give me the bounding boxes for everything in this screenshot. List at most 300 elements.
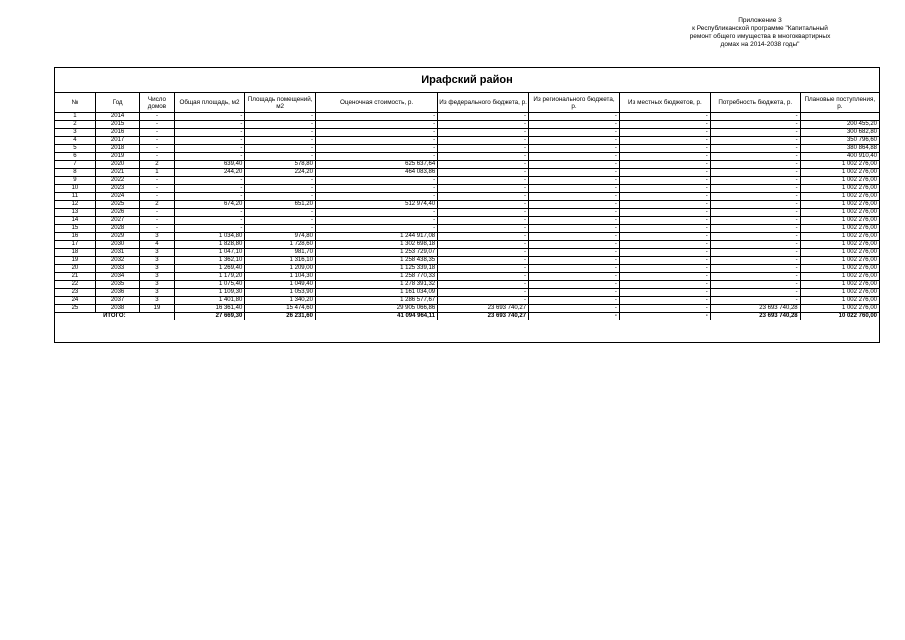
col-header-number: № xyxy=(55,93,95,113)
cell-local: - xyxy=(619,249,710,257)
table-title: Ирафский район xyxy=(55,68,879,93)
cell-total-area: 1 047,10 xyxy=(174,249,245,257)
cell-local: - xyxy=(619,153,710,161)
cell-total-area: 1 362,10 xyxy=(174,257,245,265)
cell-federal: - xyxy=(438,217,529,225)
table-row xyxy=(55,185,879,193)
cell-local: - xyxy=(619,241,710,249)
cell-federal: - xyxy=(438,169,529,177)
cell-budget-need: 23 693 740,28 xyxy=(710,305,800,313)
cell-federal: - xyxy=(438,289,529,297)
cell-year: 2017 xyxy=(95,137,139,145)
cell-total-area: - xyxy=(174,209,245,217)
annex-line: к Республиканской программе "Капитальный xyxy=(692,25,828,32)
cell-local: - xyxy=(619,161,710,169)
cell-year: 2024 xyxy=(95,193,139,201)
cell-federal: - xyxy=(438,137,529,145)
cell-number: 11 xyxy=(55,193,95,201)
cell-premises-area: - xyxy=(245,193,316,201)
table-row xyxy=(55,289,879,297)
cell-houses: 3 xyxy=(140,265,174,273)
cell-regional: - xyxy=(529,257,620,265)
cell-planned-income: 1 002 276,00 xyxy=(800,241,879,249)
cell-year: 2021 xyxy=(95,169,139,177)
cell-houses: - xyxy=(140,153,174,161)
cell-year: 2029 xyxy=(95,233,139,241)
cell-planned-income: 1 002 276,00 xyxy=(800,193,879,201)
cell-number: 22 xyxy=(55,281,95,289)
cell-regional: - xyxy=(529,113,620,121)
cell-total-area: 1 034,80 xyxy=(174,233,245,241)
cell-premises-area: - xyxy=(245,217,316,225)
cell-total-area: 16 361,40 xyxy=(174,305,245,313)
cell-budget-need: - xyxy=(710,201,800,209)
cell-premises-area: 1 728,60 xyxy=(245,241,316,249)
cell-year: 2028 xyxy=(95,225,139,233)
total-cell-local: - xyxy=(619,313,710,321)
table-row xyxy=(55,161,879,169)
cell-houses: 3 xyxy=(140,249,174,257)
cell-federal: - xyxy=(438,225,529,233)
cell-planned-income: 1 002 276,00 xyxy=(800,201,879,209)
table-row xyxy=(55,305,879,313)
cell-regional: - xyxy=(529,185,620,193)
cell-regional: - xyxy=(529,249,620,257)
cell-premises-area: 1 049,40 xyxy=(245,281,316,289)
cell-regional: - xyxy=(529,217,620,225)
cell-planned-income: 1 002 276,00 xyxy=(800,217,879,225)
cell-total-area: 1 179,20 xyxy=(174,273,245,281)
cell-year: 2018 xyxy=(95,145,139,153)
cell-local: - xyxy=(619,289,710,297)
cell-regional: - xyxy=(529,137,620,145)
cell-total-area: - xyxy=(174,177,245,185)
cell-houses: - xyxy=(140,225,174,233)
cell-planned-income: 1 002 276,00 xyxy=(800,289,879,297)
cell-houses: - xyxy=(140,217,174,225)
cell-total-area: - xyxy=(174,153,245,161)
cell-premises-area: - xyxy=(245,177,316,185)
cell-estimated-cost: 1 161 034,09 xyxy=(315,289,437,297)
cell-planned-income: 1 002 276,00 xyxy=(800,185,879,193)
cell-federal: - xyxy=(438,297,529,305)
cell-federal: - xyxy=(438,281,529,289)
col-header-year: Год xyxy=(95,93,139,113)
cell-budget-need: - xyxy=(710,225,800,233)
cell-year: 2027 xyxy=(95,217,139,225)
total-cell-premises-area: 26 231,60 xyxy=(245,313,316,321)
col-header-budget-need: Потребность бюджета, р. xyxy=(710,93,800,113)
cell-local: - xyxy=(619,177,710,185)
cell-total-area: - xyxy=(174,193,245,201)
cell-planned-income: 350 796,60 xyxy=(800,137,879,145)
cell-premises-area: - xyxy=(245,145,316,153)
cell-year: 2030 xyxy=(95,241,139,249)
cell-estimated-cost: 1 278 391,32 xyxy=(315,281,437,289)
table-row xyxy=(55,113,879,121)
cell-year: 2023 xyxy=(95,185,139,193)
cell-federal: - xyxy=(438,185,529,193)
cell-local: - xyxy=(619,209,710,217)
cell-budget-need: - xyxy=(710,129,800,137)
cell-year: 2038 xyxy=(95,305,139,313)
cell-number: 14 xyxy=(55,217,95,225)
cell-houses: - xyxy=(140,145,174,153)
cell-federal: - xyxy=(438,265,529,273)
cell-houses: - xyxy=(140,177,174,185)
cell-regional: - xyxy=(529,241,620,249)
total-cell-federal: 23 693 740,27 xyxy=(438,313,529,321)
table-row xyxy=(55,233,879,241)
total-row xyxy=(55,313,879,321)
total-cell-planned-income: 10 022 760,00 xyxy=(800,313,879,321)
col-header-local: Из местных бюджетов, р. xyxy=(619,93,710,113)
cell-estimated-cost: - xyxy=(315,177,437,185)
cell-premises-area: - xyxy=(245,153,316,161)
cell-budget-need: - xyxy=(710,177,800,185)
cell-number: 3 xyxy=(55,129,95,137)
cell-estimated-cost: - xyxy=(315,153,437,161)
cell-houses: 3 xyxy=(140,257,174,265)
cell-total-area: 1 828,80 xyxy=(174,241,245,249)
cell-year: 2020 xyxy=(95,161,139,169)
cell-planned-income: 400 910,40 xyxy=(800,153,879,161)
cell-year: 2015 xyxy=(95,121,139,129)
cell-estimated-cost: 29 905 066,86 xyxy=(315,305,437,313)
cell-number: 17 xyxy=(55,241,95,249)
cell-budget-need: - xyxy=(710,249,800,257)
cell-houses: 1 xyxy=(140,169,174,177)
cell-houses: 19 xyxy=(140,305,174,313)
cell-regional: - xyxy=(529,129,620,137)
cell-local: - xyxy=(619,233,710,241)
cell-total-area: - xyxy=(174,217,245,225)
cell-total-area: - xyxy=(174,145,245,153)
district-table-frame xyxy=(54,67,880,343)
cell-houses: 2 xyxy=(140,201,174,209)
cell-houses: - xyxy=(140,137,174,145)
table-row xyxy=(55,169,879,177)
cell-estimated-cost: - xyxy=(315,129,437,137)
col-header-federal: Из федерального бюджета, р. xyxy=(438,93,529,113)
cell-budget-need: - xyxy=(710,233,800,241)
col-header-houses: Число домов xyxy=(140,93,174,113)
cell-regional: - xyxy=(529,289,620,297)
cell-premises-area: - xyxy=(245,121,316,129)
col-header-premises-area: Площадь помещений, м2 xyxy=(245,93,316,113)
cell-premises-area: 651,20 xyxy=(245,201,316,209)
cell-estimated-cost: - xyxy=(315,137,437,145)
cell-local: - xyxy=(619,305,710,313)
cell-federal: - xyxy=(438,241,529,249)
cell-year: 2026 xyxy=(95,209,139,217)
cell-regional: - xyxy=(529,209,620,217)
cell-budget-need: - xyxy=(710,161,800,169)
cell-regional: - xyxy=(529,281,620,289)
cell-budget-need: - xyxy=(710,257,800,265)
cell-regional: - xyxy=(529,121,620,129)
cell-planned-income: 1 002 276,00 xyxy=(800,265,879,273)
cell-year: 2037 xyxy=(95,297,139,305)
cell-local: - xyxy=(619,257,710,265)
cell-estimated-cost: - xyxy=(315,145,437,153)
cell-houses: 2 xyxy=(140,161,174,169)
cell-number: 5 xyxy=(55,145,95,153)
cell-total-area: 1 109,30 xyxy=(174,289,245,297)
table-row xyxy=(55,241,879,249)
cell-estimated-cost: 464 083,86 xyxy=(315,169,437,177)
cell-number: 7 xyxy=(55,161,95,169)
cell-planned-income: 1 002 276,00 xyxy=(800,161,879,169)
cell-premises-area: 578,80 xyxy=(245,161,316,169)
cell-houses: 3 xyxy=(140,281,174,289)
cell-regional: - xyxy=(529,193,620,201)
cell-regional: - xyxy=(529,297,620,305)
col-header-total-area: Общая площадь, м2 xyxy=(174,93,245,113)
cell-estimated-cost: 1 125 339,18 xyxy=(315,265,437,273)
cell-number: 2 xyxy=(55,121,95,129)
cell-year: 2036 xyxy=(95,289,139,297)
cell-total-area: 1 269,40 xyxy=(174,265,245,273)
cell-number: 9 xyxy=(55,177,95,185)
cell-planned-income: 1 002 276,00 xyxy=(800,209,879,217)
cell-local: - xyxy=(619,121,710,129)
table-row xyxy=(55,121,879,129)
cell-number: 21 xyxy=(55,273,95,281)
cell-budget-need: - xyxy=(710,209,800,217)
total-label: ИТОГО: xyxy=(103,313,126,319)
cell-regional: - xyxy=(529,177,620,185)
cell-local: - xyxy=(619,281,710,289)
cell-budget-need: - xyxy=(710,193,800,201)
cell-local: - xyxy=(619,265,710,273)
cell-houses: - xyxy=(140,129,174,137)
table-row xyxy=(55,201,879,209)
cell-regional: - xyxy=(529,145,620,153)
cell-budget-need: - xyxy=(710,241,800,249)
table-header-row xyxy=(55,93,879,113)
cell-number: 13 xyxy=(55,209,95,217)
cell-premises-area: - xyxy=(245,137,316,145)
cell-federal: - xyxy=(438,121,529,129)
cell-planned-income xyxy=(800,113,879,121)
table-row xyxy=(55,209,879,217)
table-row xyxy=(55,193,879,201)
cell-number: 16 xyxy=(55,233,95,241)
cell-budget-need: - xyxy=(710,169,800,177)
annex-line: Приложение 3 xyxy=(738,17,782,24)
cell-local: - xyxy=(619,145,710,153)
cell-budget-need: - xyxy=(710,217,800,225)
cell-total-area: - xyxy=(174,129,245,137)
cell-estimated-cost: - xyxy=(315,113,437,121)
table-row xyxy=(55,273,879,281)
cell-premises-area: - xyxy=(245,225,316,233)
cell-estimated-cost: - xyxy=(315,185,437,193)
cell-houses: 3 xyxy=(140,297,174,305)
cell-estimated-cost: - xyxy=(315,209,437,217)
cell-federal: - xyxy=(438,129,529,137)
total-cell-estimated-cost: 41 094 964,11 xyxy=(315,313,437,321)
cell-total-area: - xyxy=(174,137,245,145)
table-row xyxy=(55,217,879,225)
cell-premises-area: 1 104,30 xyxy=(245,273,316,281)
cell-number: 6 xyxy=(55,153,95,161)
cell-regional: - xyxy=(529,305,620,313)
cell-budget-need: - xyxy=(710,297,800,305)
cell-federal: - xyxy=(438,161,529,169)
cell-planned-income: 1 002 276,00 xyxy=(800,169,879,177)
cell-houses: 3 xyxy=(140,289,174,297)
table-row xyxy=(55,265,879,273)
col-header-planned-income: Плановые поступления, р. xyxy=(800,93,879,113)
cell-local: - xyxy=(619,193,710,201)
cell-federal: - xyxy=(438,273,529,281)
cell-total-area: 674,20 xyxy=(174,201,245,209)
cell-premises-area: 1 340,20 xyxy=(245,297,316,305)
cell-number: 1 xyxy=(55,113,95,121)
cell-estimated-cost: 1 302 698,18 xyxy=(315,241,437,249)
table-row xyxy=(55,153,879,161)
cell-houses: 4 xyxy=(140,241,174,249)
cell-estimated-cost: 625 637,64 xyxy=(315,161,437,169)
cell-federal: - xyxy=(438,113,529,121)
cell-estimated-cost: 1 286 577,67 xyxy=(315,297,437,305)
cell-number: 19 xyxy=(55,257,95,265)
table-row xyxy=(55,145,879,153)
cell-houses: - xyxy=(140,121,174,129)
table-row xyxy=(55,225,879,233)
total-cell-total-area: 27 669,30 xyxy=(174,313,245,321)
cell-local: - xyxy=(619,129,710,137)
cell-planned-income: 1 002 276,00 xyxy=(800,233,879,241)
cell-planned-income: 1 002 276,00 xyxy=(800,297,879,305)
cell-regional: - xyxy=(529,265,620,273)
cell-local: - xyxy=(619,137,710,145)
cell-premises-area: - xyxy=(245,129,316,137)
cell-premises-area: - xyxy=(245,209,316,217)
cell-number: 10 xyxy=(55,185,95,193)
cell-regional: - xyxy=(529,153,620,161)
cell-premises-area: - xyxy=(245,185,316,193)
cell-local: - xyxy=(619,217,710,225)
cell-federal: - xyxy=(438,209,529,217)
cell-planned-income: 1 002 276,00 xyxy=(800,225,879,233)
cell-regional: - xyxy=(529,169,620,177)
cell-premises-area: 1 053,90 xyxy=(245,289,316,297)
cell-houses: - xyxy=(140,193,174,201)
cell-local: - xyxy=(619,225,710,233)
cell-year: 2025 xyxy=(95,201,139,209)
cell-planned-income: 1 002 276,00 xyxy=(800,177,879,185)
cell-year: 2016 xyxy=(95,129,139,137)
cell-budget-need: - xyxy=(710,265,800,273)
cell-year: 2033 xyxy=(95,265,139,273)
cell-regional: - xyxy=(529,201,620,209)
cell-budget-need: - xyxy=(710,145,800,153)
cell-total-area: - xyxy=(174,113,245,121)
cell-planned-income: 1 002 276,00 xyxy=(800,257,879,265)
cell-year: 2022 xyxy=(95,177,139,185)
cell-houses: 3 xyxy=(140,273,174,281)
cell-houses: - xyxy=(140,185,174,193)
cell-premises-area: 15 474,60 xyxy=(245,305,316,313)
cell-planned-income: 1 002 276,00 xyxy=(800,273,879,281)
cell-federal: - xyxy=(438,177,529,185)
cell-regional: - xyxy=(529,233,620,241)
cell-local: - xyxy=(619,185,710,193)
cell-total-area: 244,20 xyxy=(174,169,245,177)
district-table xyxy=(55,93,879,320)
cell-federal: - xyxy=(438,249,529,257)
cell-houses: 3 xyxy=(140,233,174,241)
annex-line: ремонт общего имущества в многоквартирных xyxy=(689,33,831,40)
cell-houses: - xyxy=(140,113,174,121)
cell-federal: - xyxy=(438,153,529,161)
cell-local: - xyxy=(619,113,710,121)
cell-total-area: - xyxy=(174,225,245,233)
cell-estimated-cost: 512 974,40 xyxy=(315,201,437,209)
cell-total-area: 639,40 xyxy=(174,161,245,169)
cell-estimated-cost: - xyxy=(315,193,437,201)
cell-budget-need: - xyxy=(710,289,800,297)
cell-number: 4 xyxy=(55,137,95,145)
table-row xyxy=(55,257,879,265)
table-body xyxy=(55,113,879,321)
cell-budget-need: - xyxy=(710,137,800,145)
cell-estimated-cost: - xyxy=(315,217,437,225)
cell-number: 8 xyxy=(55,169,95,177)
cell-total-area: 1 401,80 xyxy=(174,297,245,305)
cell-premises-area: - xyxy=(245,113,316,121)
table-row xyxy=(55,177,879,185)
total-cell-regional: - xyxy=(529,313,620,321)
cell-regional: - xyxy=(529,161,620,169)
annex-header xyxy=(655,17,865,49)
cell-estimated-cost: 1 258 770,33 xyxy=(315,273,437,281)
cell-local: - xyxy=(619,273,710,281)
cell-year: 2014 xyxy=(95,113,139,121)
cell-regional: - xyxy=(529,225,620,233)
cell-estimated-cost: 1 244 917,08 xyxy=(315,233,437,241)
annex-line: домах на 2014-2038 годы" xyxy=(720,41,800,48)
cell-planned-income: 200 455,20 xyxy=(800,121,879,129)
cell-federal: - xyxy=(438,257,529,265)
cell-planned-income: 380 864,88 xyxy=(800,145,879,153)
cell-planned-income: 1 002 276,00 xyxy=(800,281,879,289)
cell-premises-area: 1 209,00 xyxy=(245,265,316,273)
cell-local: - xyxy=(619,201,710,209)
cell-number: 25 xyxy=(55,305,95,313)
cell-year: 2034 xyxy=(95,273,139,281)
cell-premises-area: 1 316,10 xyxy=(245,257,316,265)
col-header-estimated-cost: Оценочная стоимость, р. xyxy=(315,93,437,113)
cell-estimated-cost: - xyxy=(315,121,437,129)
cell-premises-area: 974,80 xyxy=(245,233,316,241)
cell-federal: - xyxy=(438,145,529,153)
cell-year: 2031 xyxy=(95,249,139,257)
cell-regional: - xyxy=(529,273,620,281)
cell-federal: - xyxy=(438,193,529,201)
cell-number: 12 xyxy=(55,201,95,209)
cell-budget-need: - xyxy=(710,185,800,193)
cell-estimated-cost: - xyxy=(315,225,437,233)
cell-total-area: - xyxy=(174,121,245,129)
cell-budget-need: - xyxy=(710,281,800,289)
table-row xyxy=(55,297,879,305)
cell-houses: - xyxy=(140,209,174,217)
cell-year: 2019 xyxy=(95,153,139,161)
